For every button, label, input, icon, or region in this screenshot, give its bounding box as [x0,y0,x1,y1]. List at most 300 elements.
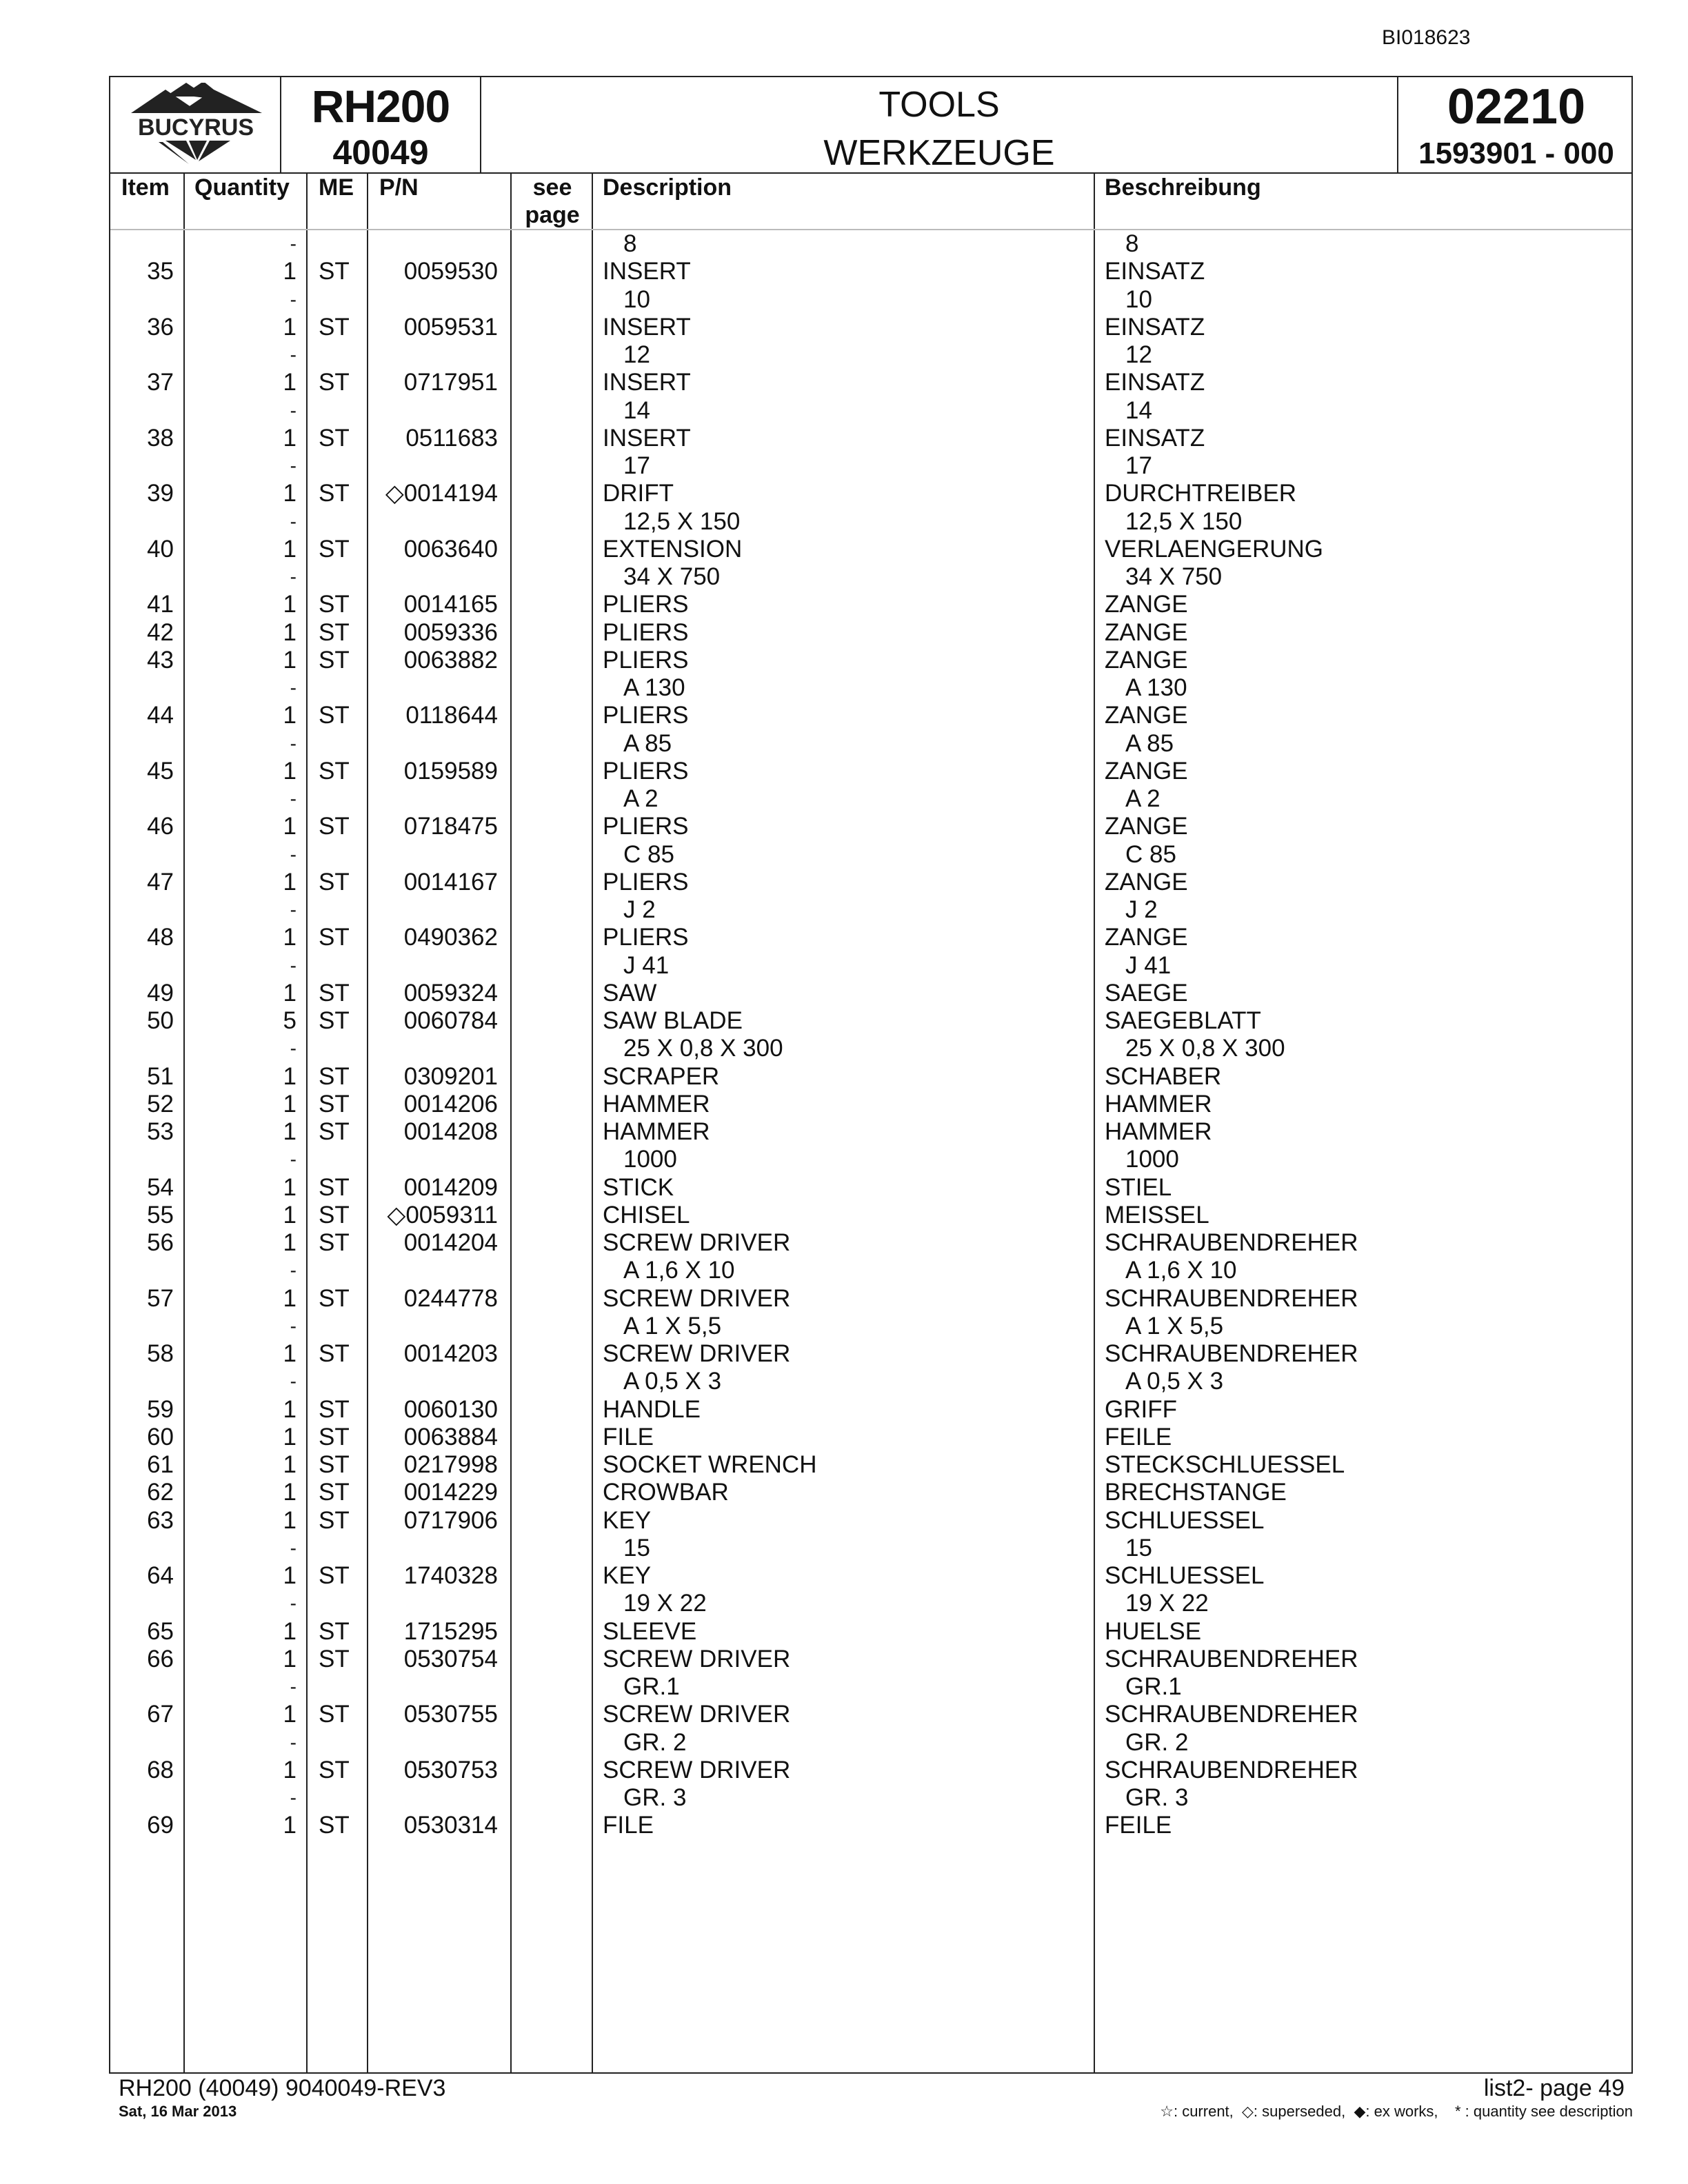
table-row [110,1562,1631,1590]
row-pn: 0309201 [403,1062,498,1090]
row-pn: 0530754 [403,1645,498,1672]
row-description: 12 [623,341,650,368]
footer-page: list2- page 49 [1483,2075,1625,2101]
row-me: ST [319,258,350,285]
row-item: 68 [147,1756,174,1783]
row-beschreibung: ZANGE [1105,868,1188,896]
group-number: 02210 [1447,79,1586,134]
row-quantity: 1 [283,618,297,646]
row-item: 62 [147,1479,174,1506]
row-quantity: 1 [283,1118,297,1145]
row-beschreibung: 1000 [1125,1146,1179,1173]
table-row [110,813,1631,840]
row-me: ST [319,1701,350,1728]
row-me: ST [319,1756,350,1783]
table-row [110,1507,1631,1535]
table-row [110,508,1631,536]
table-row [110,1424,1631,1451]
row-item: 53 [147,1118,174,1145]
row-beschreibung: 17 [1125,452,1152,479]
row-pn: 0014165 [403,591,498,618]
model-serial: 40049 [332,133,429,172]
row-description: SCREW DRIVER [603,1229,791,1256]
row-me: ST [319,979,350,1007]
row-item: 67 [147,1701,174,1728]
row-beschreibung: 12 [1125,341,1152,368]
table-row [110,1174,1631,1202]
row-me: ST [319,1812,350,1839]
row-description: PLIERS [603,813,689,840]
row-beschreibung: ZANGE [1105,591,1188,618]
row-me: ST [319,1451,350,1478]
row-beschreibung: 8 [1125,230,1139,257]
row-quantity: 1 [283,1479,297,1506]
number-cell [1398,77,1634,172]
row-description: HANDLE [603,1395,701,1423]
row-quantity: - [290,1787,297,1808]
part-number: 1593901 - 000 [1418,136,1614,170]
row-description: A 130 [623,674,685,701]
table-row [110,591,1631,618]
row-quantity: - [290,455,297,476]
row-beschreibung: HUELSE [1105,1617,1202,1645]
row-quantity: - [290,1731,297,1753]
table-row [110,425,1631,452]
row-quantity: - [290,1315,297,1337]
row-item: 51 [147,1062,174,1090]
row-description: PLIERS [603,591,689,618]
row-description: A 1,6 X 10 [623,1257,735,1284]
table-row [110,1701,1631,1728]
row-me: ST [319,591,350,618]
row-beschreibung: ZANGE [1105,757,1188,785]
row-quantity: 1 [283,480,297,507]
table-row [110,1035,1631,1062]
row-pn: 0063882 [403,646,498,674]
row-description: SCRAPER [603,1062,720,1090]
row-description: SCREW DRIVER [603,1701,791,1728]
row-quantity: - [290,899,297,920]
row-item: 60 [147,1423,174,1450]
row-me: ST [319,1062,350,1090]
row-beschreibung: A 2 [1125,785,1160,812]
row-quantity: - [290,510,297,532]
row-description: J 41 [623,951,670,979]
row-description: 34 X 750 [623,563,721,590]
row-item: 59 [147,1395,174,1423]
row-me: ST [319,424,350,452]
row-description: 12,5 X 150 [623,507,741,535]
table-row [110,869,1631,896]
model-name: RH200 [311,81,450,132]
row-quantity: - [290,566,297,587]
row-description: FILE [603,1423,654,1450]
row-beschreibung: SCHRAUBENDREHER [1105,1340,1358,1367]
row-quantity: - [290,344,297,365]
row-beschreibung: ZANGE [1105,618,1188,646]
row-quantity: - [290,399,297,421]
row-pn: 0059324 [403,979,498,1007]
row-pn: 0014167 [403,868,498,896]
row-quantity: 1 [283,313,297,341]
row-me: ST [319,813,350,840]
table-row [110,702,1631,729]
row-beschreibung: STIEL [1105,1173,1172,1201]
row-beschreibung: EINSATZ [1105,313,1205,341]
th-see-page: see page [525,174,580,228]
row-item: 65 [147,1617,174,1645]
row-item: 52 [147,1090,174,1118]
th-description: Description [603,174,732,201]
row-description: 17 [623,452,650,479]
row-pn: 0717951 [403,369,498,396]
table-row [110,536,1631,563]
row-description: KEY [603,1562,652,1589]
row-quantity: 1 [283,1423,297,1450]
row-beschreibung: 15 [1125,1534,1152,1561]
row-item: 56 [147,1229,174,1256]
row-beschreibung: VERLAENGERUNG [1105,535,1324,563]
row-item: 61 [147,1451,174,1478]
row-quantity: 1 [283,1812,297,1839]
row-quantity: 1 [283,702,297,729]
row-beschreibung: SCHRAUBENDREHER [1105,1645,1358,1672]
row-beschreibung: EINSATZ [1105,424,1205,452]
row-description: PLIERS [603,702,689,729]
row-item: 57 [147,1284,174,1312]
row-description: 19 X 22 [623,1590,707,1617]
row-beschreibung: DURCHTREIBER [1105,480,1297,507]
table-row [110,1340,1631,1368]
model-cell [281,77,481,172]
table-row [110,1257,1631,1284]
row-item: 63 [147,1506,174,1534]
row-pn: 0060130 [403,1395,498,1423]
row-pn: 0060784 [403,1007,498,1034]
row-quantity: 1 [283,868,297,896]
footer-doc-ref: RH200 (40049) 9040049-REV3 [119,2075,446,2101]
row-item: 45 [147,757,174,785]
row-description: A 1 X 5,5 [623,1312,722,1339]
table-row [110,1063,1631,1091]
row-description: GR. 3 [623,1784,687,1811]
table-row [110,1535,1631,1562]
th-beschreibung: Beschreibung [1105,174,1261,201]
table-row [110,1285,1631,1313]
table-body [110,230,1631,1840]
row-pn: 0511683 [405,424,498,452]
row-beschreibung: ZANGE [1105,924,1188,951]
row-item: 69 [147,1812,174,1839]
table-row [110,1091,1631,1118]
row-me: ST [319,618,350,646]
table-row [110,1202,1631,1229]
table-row [110,1729,1631,1757]
row-pn: 0059530 [403,258,498,285]
row-beschreibung: SCHABER [1105,1062,1222,1090]
table-row [110,563,1631,591]
row-quantity: - [290,1149,297,1171]
row-item: 48 [147,924,174,951]
row-pn: 0718475 [403,813,498,840]
row-quantity: 1 [283,1284,297,1312]
row-description: INSERT [603,369,691,396]
row-description: 15 [623,1534,650,1561]
row-description: GR.1 [623,1673,680,1700]
row-description: SLEEVE [603,1617,697,1645]
row-item: 35 [147,258,174,285]
table-row [110,952,1631,980]
row-description: A 85 [623,729,672,757]
row-quantity: 1 [283,1340,297,1367]
row-quantity: 1 [283,757,297,785]
row-beschreibung: SAEGE [1105,979,1188,1007]
table-row [110,258,1631,285]
row-beschreibung: SAEGEBLATT [1105,1007,1261,1034]
row-beschreibung: ZANGE [1105,702,1188,729]
row-pn: 0063884 [403,1423,498,1450]
row-quantity: 1 [283,591,297,618]
row-me: ST [319,1479,350,1506]
row-me: ST [319,1645,350,1672]
table-row [110,341,1631,369]
row-beschreibung: MEISSEL [1105,1201,1209,1228]
row-pn: 1740328 [403,1562,498,1589]
row-quantity: 1 [283,1617,297,1645]
row-pn: 0014204 [403,1229,498,1256]
svg-text:BUCYRUS: BUCYRUS [137,114,254,141]
row-quantity: 1 [283,924,297,951]
row-item: 50 [147,1007,174,1034]
row-quantity: - [290,233,297,254]
row-quantity: 1 [283,1229,297,1256]
header-block [109,76,1633,174]
row-pn: 0717906 [403,1506,498,1534]
title-english: TOOLS [878,85,1000,125]
row-pn: 0014203 [403,1340,498,1367]
row-me: ST [319,1118,350,1145]
table-row [110,1646,1631,1673]
row-quantity: 1 [283,1395,297,1423]
logo-cell [110,77,281,172]
row-item: 66 [147,1645,174,1672]
row-beschreibung: A 130 [1125,674,1187,701]
row-description: KEY [603,1506,652,1534]
row-pn: 0014229 [403,1479,498,1506]
row-quantity: - [290,1260,297,1282]
row-beschreibung: HAMMER [1105,1118,1212,1145]
row-description: SCREW DRIVER [603,1340,791,1367]
table-row [110,1229,1631,1257]
row-me: ST [319,1423,350,1450]
row-item: 38 [147,424,174,452]
row-description: J 2 [623,896,656,923]
table-row [110,1007,1631,1035]
row-quantity: - [290,1593,297,1615]
row-pn: 0530314 [403,1812,498,1839]
row-item: 46 [147,813,174,840]
row-quantity: 1 [283,1506,297,1534]
row-description: PLIERS [603,646,689,674]
row-item: 58 [147,1340,174,1367]
row-beschreibung: A 1,6 X 10 [1125,1257,1237,1284]
row-item: 54 [147,1173,174,1201]
row-item: 64 [147,1562,174,1589]
row-me: ST [319,535,350,563]
row-beschreibung: ZANGE [1105,813,1188,840]
row-description: 8 [623,230,637,257]
row-me: ST [319,868,350,896]
row-beschreibung: J 2 [1125,896,1158,923]
table-row [110,1618,1631,1646]
table-row [110,1479,1631,1506]
th-pn: P/N [379,174,419,201]
row-beschreibung: 14 [1125,396,1152,424]
row-quantity: - [290,1038,297,1060]
table-row [110,785,1631,813]
row-item: 36 [147,313,174,341]
table-row [110,369,1631,396]
row-me: ST [319,1201,350,1228]
table-row [110,1451,1631,1479]
row-description: DRIFT [603,480,674,507]
row-description: A 2 [623,785,659,812]
row-description: SAW BLADE [603,1007,743,1034]
table-row [110,1757,1631,1784]
th-item: Item [121,174,170,201]
row-item: 40 [147,535,174,563]
row-pn: 0118644 [405,702,498,729]
row-item: 49 [147,979,174,1007]
row-beschreibung: ZANGE [1105,646,1188,674]
row-beschreibung: A 0,5 X 3 [1125,1368,1224,1395]
row-pn: 0059531 [403,313,498,341]
title-cell [481,77,1398,172]
row-me: ST [319,1506,350,1534]
row-description: SAW [603,979,657,1007]
row-quantity: 5 [283,1007,297,1034]
table-row [110,1396,1631,1424]
document-id: BI018623 [1382,26,1471,49]
row-beschreibung: FEILE [1105,1423,1172,1450]
row-description: 25 X 0,8 X 300 [623,1035,783,1062]
row-quantity: - [290,677,297,698]
row-beschreibung: A 85 [1125,729,1174,757]
row-quantity: 1 [283,646,297,674]
row-beschreibung: FEILE [1105,1812,1172,1839]
row-quantity: 1 [283,424,297,452]
row-pn: 0014206 [403,1090,498,1118]
table-row [110,647,1631,674]
row-quantity: - [290,732,297,754]
row-me: ST [319,646,350,674]
row-quantity: 1 [283,1090,297,1118]
table-row [110,619,1631,647]
table-row [110,674,1631,702]
table-row [110,397,1631,425]
row-me: ST [319,757,350,785]
row-me: ST [319,369,350,396]
row-me: ST [319,1395,350,1423]
row-beschreibung: GR.1 [1125,1673,1182,1700]
row-quantity: 1 [283,369,297,396]
row-me: ST [319,1173,350,1201]
row-beschreibung: 12,5 X 150 [1125,507,1243,535]
row-me: ST [319,702,350,729]
row-item: 43 [147,646,174,674]
table-row [110,980,1631,1007]
row-quantity: 1 [283,1701,297,1728]
table-row [110,841,1631,869]
row-description: SCREW DRIVER [603,1284,791,1312]
parts-table [109,174,1633,2074]
row-quantity: 1 [283,1562,297,1589]
row-description: CHISEL [603,1201,690,1228]
row-description: INSERT [603,313,691,341]
table-row [110,924,1631,951]
row-pn: ◇0059311 [387,1201,498,1228]
row-description: 10 [623,285,650,313]
row-quantity: 1 [283,979,297,1007]
row-me: ST [319,480,350,507]
row-me: ST [319,1617,350,1645]
row-me: ST [319,1007,350,1034]
row-description: A 0,5 X 3 [623,1368,722,1395]
row-description: SCREW DRIVER [603,1645,791,1672]
row-pn: 0063640 [403,535,498,563]
row-description: C 85 [623,840,674,868]
row-description: EXTENSION [603,535,743,563]
table-row [110,1368,1631,1395]
row-quantity: - [290,843,297,865]
footer-date: Sat, 16 Mar 2013 [119,2103,237,2120]
row-item: 47 [147,868,174,896]
row-quantity: 1 [283,1645,297,1672]
table-row [110,730,1631,758]
row-quantity: - [290,288,297,310]
row-quantity: - [290,1676,297,1697]
row-me: ST [319,1340,350,1367]
row-description: SOCKET WRENCH [603,1451,817,1478]
row-beschreibung: EINSATZ [1105,258,1205,285]
table-row [110,480,1631,507]
row-description: HAMMER [603,1118,710,1145]
table-row [110,452,1631,480]
row-beschreibung: 10 [1125,285,1152,313]
row-beschreibung: SCHLUESSEL [1105,1506,1265,1534]
row-pn: 0059336 [403,618,498,646]
table-row [110,1812,1631,1839]
row-description: STICK [603,1173,674,1201]
th-me: ME [319,174,354,201]
row-me: ST [319,1562,350,1589]
row-quantity: - [290,954,297,976]
row-pn: 0159589 [403,757,498,785]
row-description: INSERT [603,258,691,285]
table-row [110,1673,1631,1701]
row-description: FILE [603,1812,654,1839]
row-item: 41 [147,591,174,618]
row-quantity: 1 [283,258,297,285]
row-beschreibung: SCHRAUBENDREHER [1105,1229,1358,1256]
row-description: SCREW DRIVER [603,1756,791,1783]
title-german: WERKZEUGE [823,133,1055,173]
row-description: HAMMER [603,1090,710,1118]
row-item: 39 [147,480,174,507]
row-me: ST [319,1229,350,1256]
row-pn: 0014208 [403,1118,498,1145]
row-item: 37 [147,369,174,396]
